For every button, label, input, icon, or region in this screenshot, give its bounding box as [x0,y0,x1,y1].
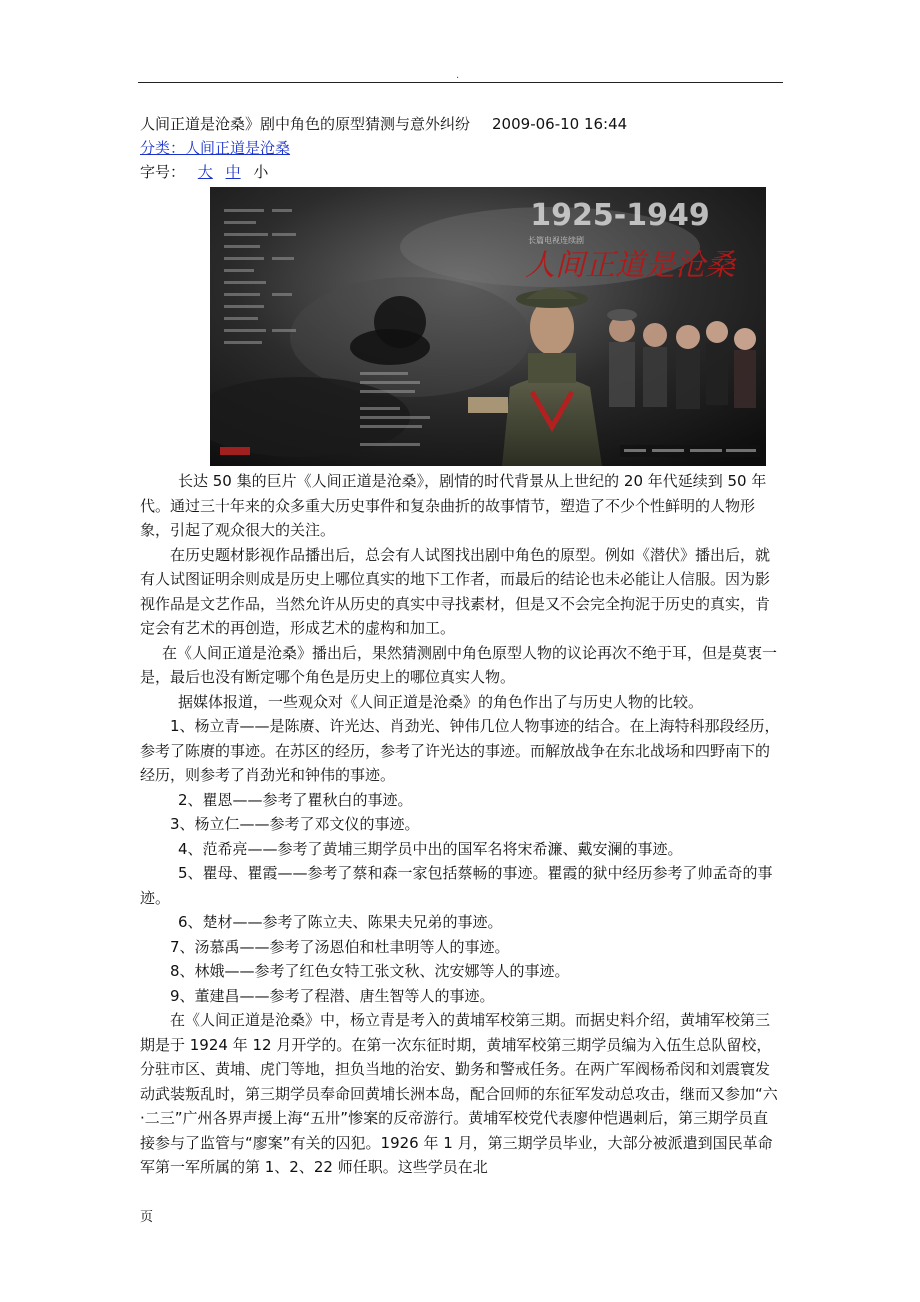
body-paragraph: 在《人间正道是沧桑》中，杨立青是考入的黄埔军校第三期。而据史料介绍，黄埔军校第三期是于 1924 年 12 月开学的。在第一次东征时期，黄埔军校第三期学员编为入伍生总队留校，分驻市区、黄埔、虎门等地，担负当地的治安、勤务和警戒任务。在两广军阀杨希闵和刘震寰发动武装叛乱时，第三期学员奉命回黄埔长洲本岛，配合回师的东征军发动总攻击，继而又参加“六·二三”广州各界声援上海“五卅”惨案的反帝游行。黄埔军校党代表廖仲恺遇刺后，第三期学员直接参与了监管与“廖案”有关的囚犯。1926 年 1 月，第三期学员毕业，大部分被派遣到国民革命军第一军所属的第 1、2、22 师任职。这些学员在北 [140,1011,778,1176]
font-size-label: 字号： [140,163,186,181]
list-item: 8、林娥——参考了红色女特工张文秋、沈安娜等人的事迹。 [170,962,570,980]
list-item: 6、楚材——参考了陈立夫、陈果夫兄弟的事迹。 [178,913,503,931]
list-item: 5、瞿母、瞿霞——参考了蔡和森一家包括蔡畅的事迹。瞿霞的狱中经历参考了帅孟奇的事迹。 [140,864,773,907]
article-timestamp: 2009-06-10 16:44 [492,115,628,133]
poster-years: 1925-1949 [530,198,710,233]
list-item: 4、范希亮——参考了黄埔三期学员中出的国军名将宋希濂、戴安澜的事迹。 [178,839,683,858]
list-item: 9、董建昌——参考了程潜、唐生智等人的事迹。 [170,986,495,1005]
body-paragraph: 长达 50 集的巨片《人间正道是沧桑》，剧情的时代背景从上世纪的 20 年代延续到 50 年代。通过三十年来的众多重大历史事件和复杂曲折的故事情节，塑造了不少个性鲜明的人物形象，引起了观众很大的关注。 [140,472,767,539]
poster-subtitle: 长篇电视连续剧 [528,236,584,245]
font-large-link[interactable]: 大 [197,163,213,181]
list-item: 1、杨立青——是陈赓、许光达、肖劲光、钟伟几位人物事迹的结合。在上海特科那段经历，参考了陈赓的事迹。在苏区的经历，参考了许光达的事迹。而解放战争在东北战场和四野南下的经历，则参考了肖劲光和钟伟的事迹。 [140,717,780,784]
list-item: 3、杨立仁——参考了邓文仪的事迹。 [170,815,420,833]
category-link[interactable] [140,139,290,157]
body-paragraph: 据媒体报道，一些观众对《人间正道是沧桑》的角色作出了与历史人物的比较。 [178,692,704,711]
font-medium-link[interactable]: 中 [225,163,241,181]
list-item: 7、汤慕禹——参考了汤恩伯和杜聿明等人的事迹。 [170,937,510,956]
font-size-line [140,161,268,182]
poster-title-art: 人间正道是沧桑 [525,248,735,283]
category-value: 人间正道是沧桑 [185,139,291,157]
font-small-text: 小 [253,163,269,181]
article-title-line [140,113,627,134]
page-footer-label: 页 [140,1210,154,1225]
article-title: 人间正道是沧桑》剧中角色的原型猜测与意外纠纷 [140,115,471,133]
drama-poster-image [210,187,766,466]
body-paragraph: 在《人间正道是沧桑》播出后，果然猜测剧中角色原型人物的议论再次不绝于耳，但是莫衷一是，最后也没有断定哪个角色是历史上的哪位真实人物。 [140,643,778,686]
header-rule [138,82,783,83]
category-label: 分类： [140,139,186,157]
body-paragraph: 在历史题材影视作品播出后，总会有人试图找出剧中角色的原型。例如《潜伏》播出后，就有人试图证明余则成是历史上哪位真实的地下工作者，而最后的结论也未必能让人信服。因为影视作品是文艺作品，当然允许从历史的真实中寻找素材，但是又不会完全拘泥于历史的真实，肯定会有艺术的再创造，形成艺术的虚构和加工。 [140,545,771,637]
header-dot: . [456,70,460,81]
category-line [140,137,290,158]
article-body [140,469,780,1180]
list-item: 2、瞿恩——参考了瞿秋白的事迹。 [178,790,413,809]
